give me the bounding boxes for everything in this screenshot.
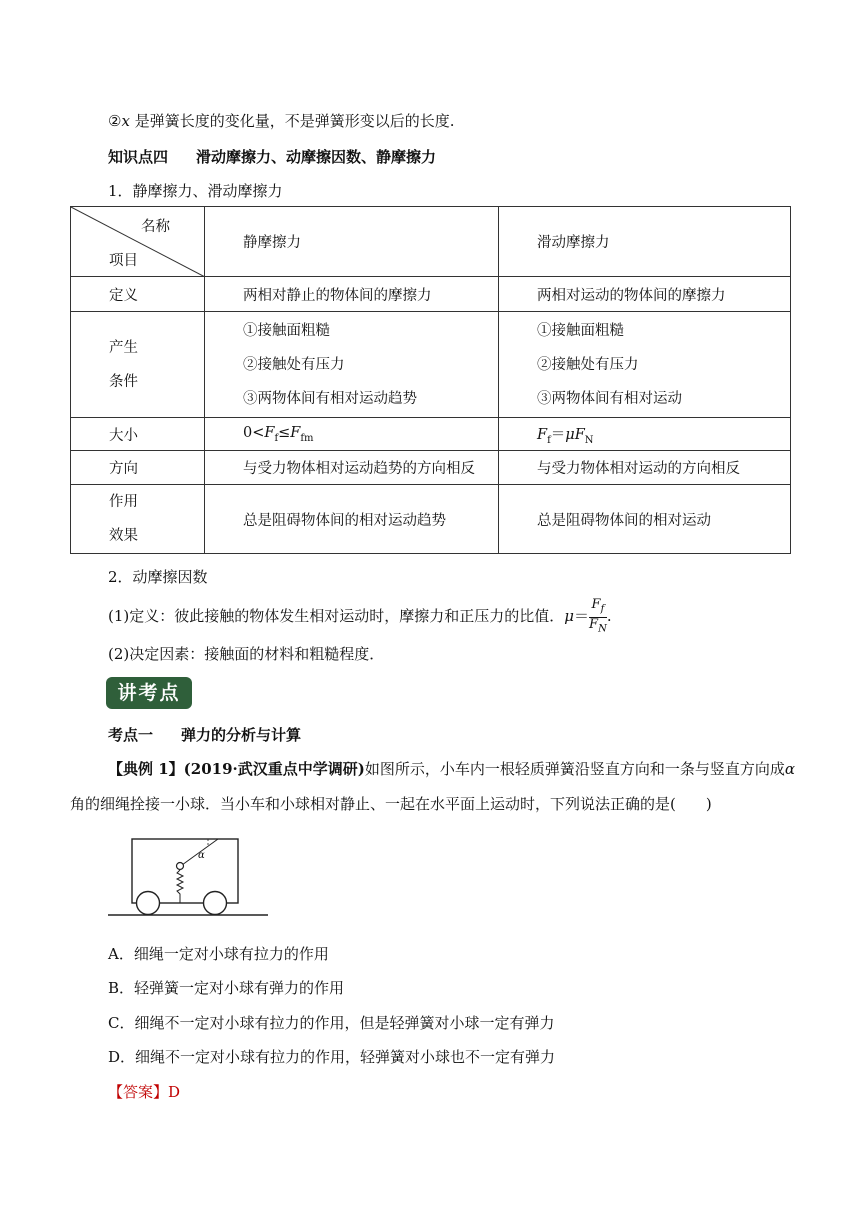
wheel-right [204, 892, 227, 915]
row-label-definition: 定义 [71, 277, 205, 312]
condition-static [205, 312, 499, 418]
header-item-label: 项目 [109, 253, 138, 269]
table-row-magnitude [71, 418, 791, 451]
ball [177, 863, 184, 870]
fraction-denominator [589, 618, 607, 637]
definition-text: (1)定义：彼此接触的物体发生相对运动时，摩擦力和正压力的比值． [108, 607, 565, 626]
condition-static-3: ③两物体间有相对运动趋势 [243, 390, 417, 407]
condition-static-1: ①接触面粗糙 [243, 322, 330, 339]
note-2-text: 是弹簧长度的变化量，不是弹簧形变以后的长度. [129, 112, 455, 130]
table-row-condition [71, 312, 791, 418]
point-1-title: 弹力的分析与计算 [181, 726, 302, 744]
knowledge-4-title: 滑动摩擦力、动摩擦因数、静摩擦力 [196, 148, 437, 166]
effect-sliding: 总是阻碍物体间的相对运动 [499, 485, 791, 554]
table-row-direction [71, 451, 791, 485]
header-static: 静摩擦力 [205, 207, 499, 277]
mag-static-lead: 0< [243, 424, 265, 441]
condition-sliding-1: ①接触面粗糙 [537, 322, 624, 339]
num-sub: f [600, 603, 605, 615]
mag-sliding-eq: ＝ [550, 426, 566, 443]
definition-sliding: 两相对运动的物体间的摩擦力 [499, 277, 791, 312]
row-label-condition [71, 312, 205, 418]
example-source: (2019·武汉重点中学调研) [183, 760, 365, 778]
num-F: F [591, 597, 601, 612]
diagonal-line [71, 207, 205, 277]
answer-label: 【答案】 [108, 1083, 169, 1101]
mag-static-le: ≤ [278, 424, 291, 441]
answer-value: D [168, 1083, 181, 1101]
point-1-label: 考点一 [108, 726, 154, 744]
fraction-numerator [589, 598, 607, 618]
header-diagonal-cell [71, 207, 205, 277]
table-row-effect [71, 485, 791, 554]
knowledge-4-heading [108, 146, 436, 167]
section-2-title: 2．动摩擦因数 [108, 568, 208, 586]
lecture-points-badge: 讲考点 [106, 677, 192, 709]
row-label-effect [71, 485, 205, 554]
definition-mu: μ [564, 607, 575, 626]
definition-end: . [606, 607, 612, 626]
example-1-line-2: 角的细绳拴接一小球．当小车和小球相对静止、一起在水平面上运动时，下列说法正确的是( ) [70, 795, 712, 813]
note-2-prefix: ② [108, 112, 122, 130]
den-F: F [589, 616, 599, 632]
note-2 [108, 110, 454, 131]
condition-sliding-3: ③两物体间有相对运动 [537, 390, 682, 407]
example-alpha: α [784, 760, 795, 778]
option-c: C．细绳不一定对小球有拉力的作用，但是轻弹簧对小球一定有弹力 [108, 1014, 555, 1032]
mag-sliding-F2: F [574, 426, 585, 443]
condition-static-2: ②接触处有压力 [243, 356, 345, 373]
table-header-row [71, 207, 791, 277]
den-sub: N [598, 623, 607, 635]
mag-sliding-mu: μ [565, 426, 575, 443]
direction-static: 与受力物体相对运动趋势的方向相反 [205, 451, 499, 485]
row-label-direction: 方向 [71, 451, 205, 485]
section-1-title: 1．静摩擦力、滑动摩擦力 [108, 182, 283, 200]
condition-sliding [499, 312, 791, 418]
cart-figure [108, 832, 268, 922]
example-1-line-1 [108, 758, 795, 779]
answer [108, 1081, 180, 1102]
friction-table [70, 206, 791, 554]
definition-line [108, 598, 612, 634]
condition-label-1: 产生 [109, 339, 138, 356]
effect-label-2: 效果 [109, 528, 138, 544]
header-name-label: 名称 [141, 219, 170, 235]
condition-sliding-2: ②接触处有压力 [537, 356, 639, 373]
option-b: B．轻弹簧一定对小球有弹力的作用 [108, 979, 345, 997]
mag-sliding-sub: f [547, 434, 551, 446]
row-label-magnitude: 大小 [71, 418, 205, 451]
mag-static-F2: F [290, 424, 301, 441]
mag-sliding-sub2: N [584, 434, 594, 446]
option-d: D．细绳不一定对小球有拉力的作用，轻弹簧对小球也不一定有弹力 [108, 1048, 556, 1066]
option-a: A．细绳一定对小球有拉力的作用 [108, 945, 329, 963]
wheel-left [137, 892, 160, 915]
friction-coefficient-fraction [589, 598, 607, 636]
mag-sliding-F: F [537, 426, 548, 443]
effect-static: 总是阻碍物体间的相对运动趋势 [205, 485, 499, 554]
example-text-1: 如图所示，小车内一根轻质弹簧沿竖直方向和一条与竖直方向成 [364, 760, 785, 778]
definition-eq: ＝ [574, 607, 590, 626]
direction-sliding: 与受力物体相对运动的方向相反 [499, 451, 791, 485]
knowledge-4-label: 知识点四 [108, 148, 169, 166]
effect-label-1: 作用 [109, 494, 138, 510]
magnitude-sliding [499, 418, 791, 451]
condition-label-2: 条件 [109, 373, 138, 390]
factor-line: (2)决定因素：接触面的材料和粗糙程度． [108, 645, 385, 663]
spring [177, 870, 183, 903]
magnitude-static [205, 418, 499, 451]
mag-static-sub2: fm [300, 432, 314, 444]
header-sliding: 滑动摩擦力 [499, 207, 791, 277]
figure-alpha-label: α [198, 850, 205, 861]
table-row-definition [71, 277, 791, 312]
point-1-heading [108, 724, 301, 745]
mag-static-sub: f [274, 432, 279, 444]
definition-static: 两相对静止的物体间的摩擦力 [205, 277, 499, 312]
mag-static-F: F [264, 424, 275, 441]
example-tag: 【典例 1】 [108, 760, 184, 778]
note-2-var: x [121, 112, 130, 130]
